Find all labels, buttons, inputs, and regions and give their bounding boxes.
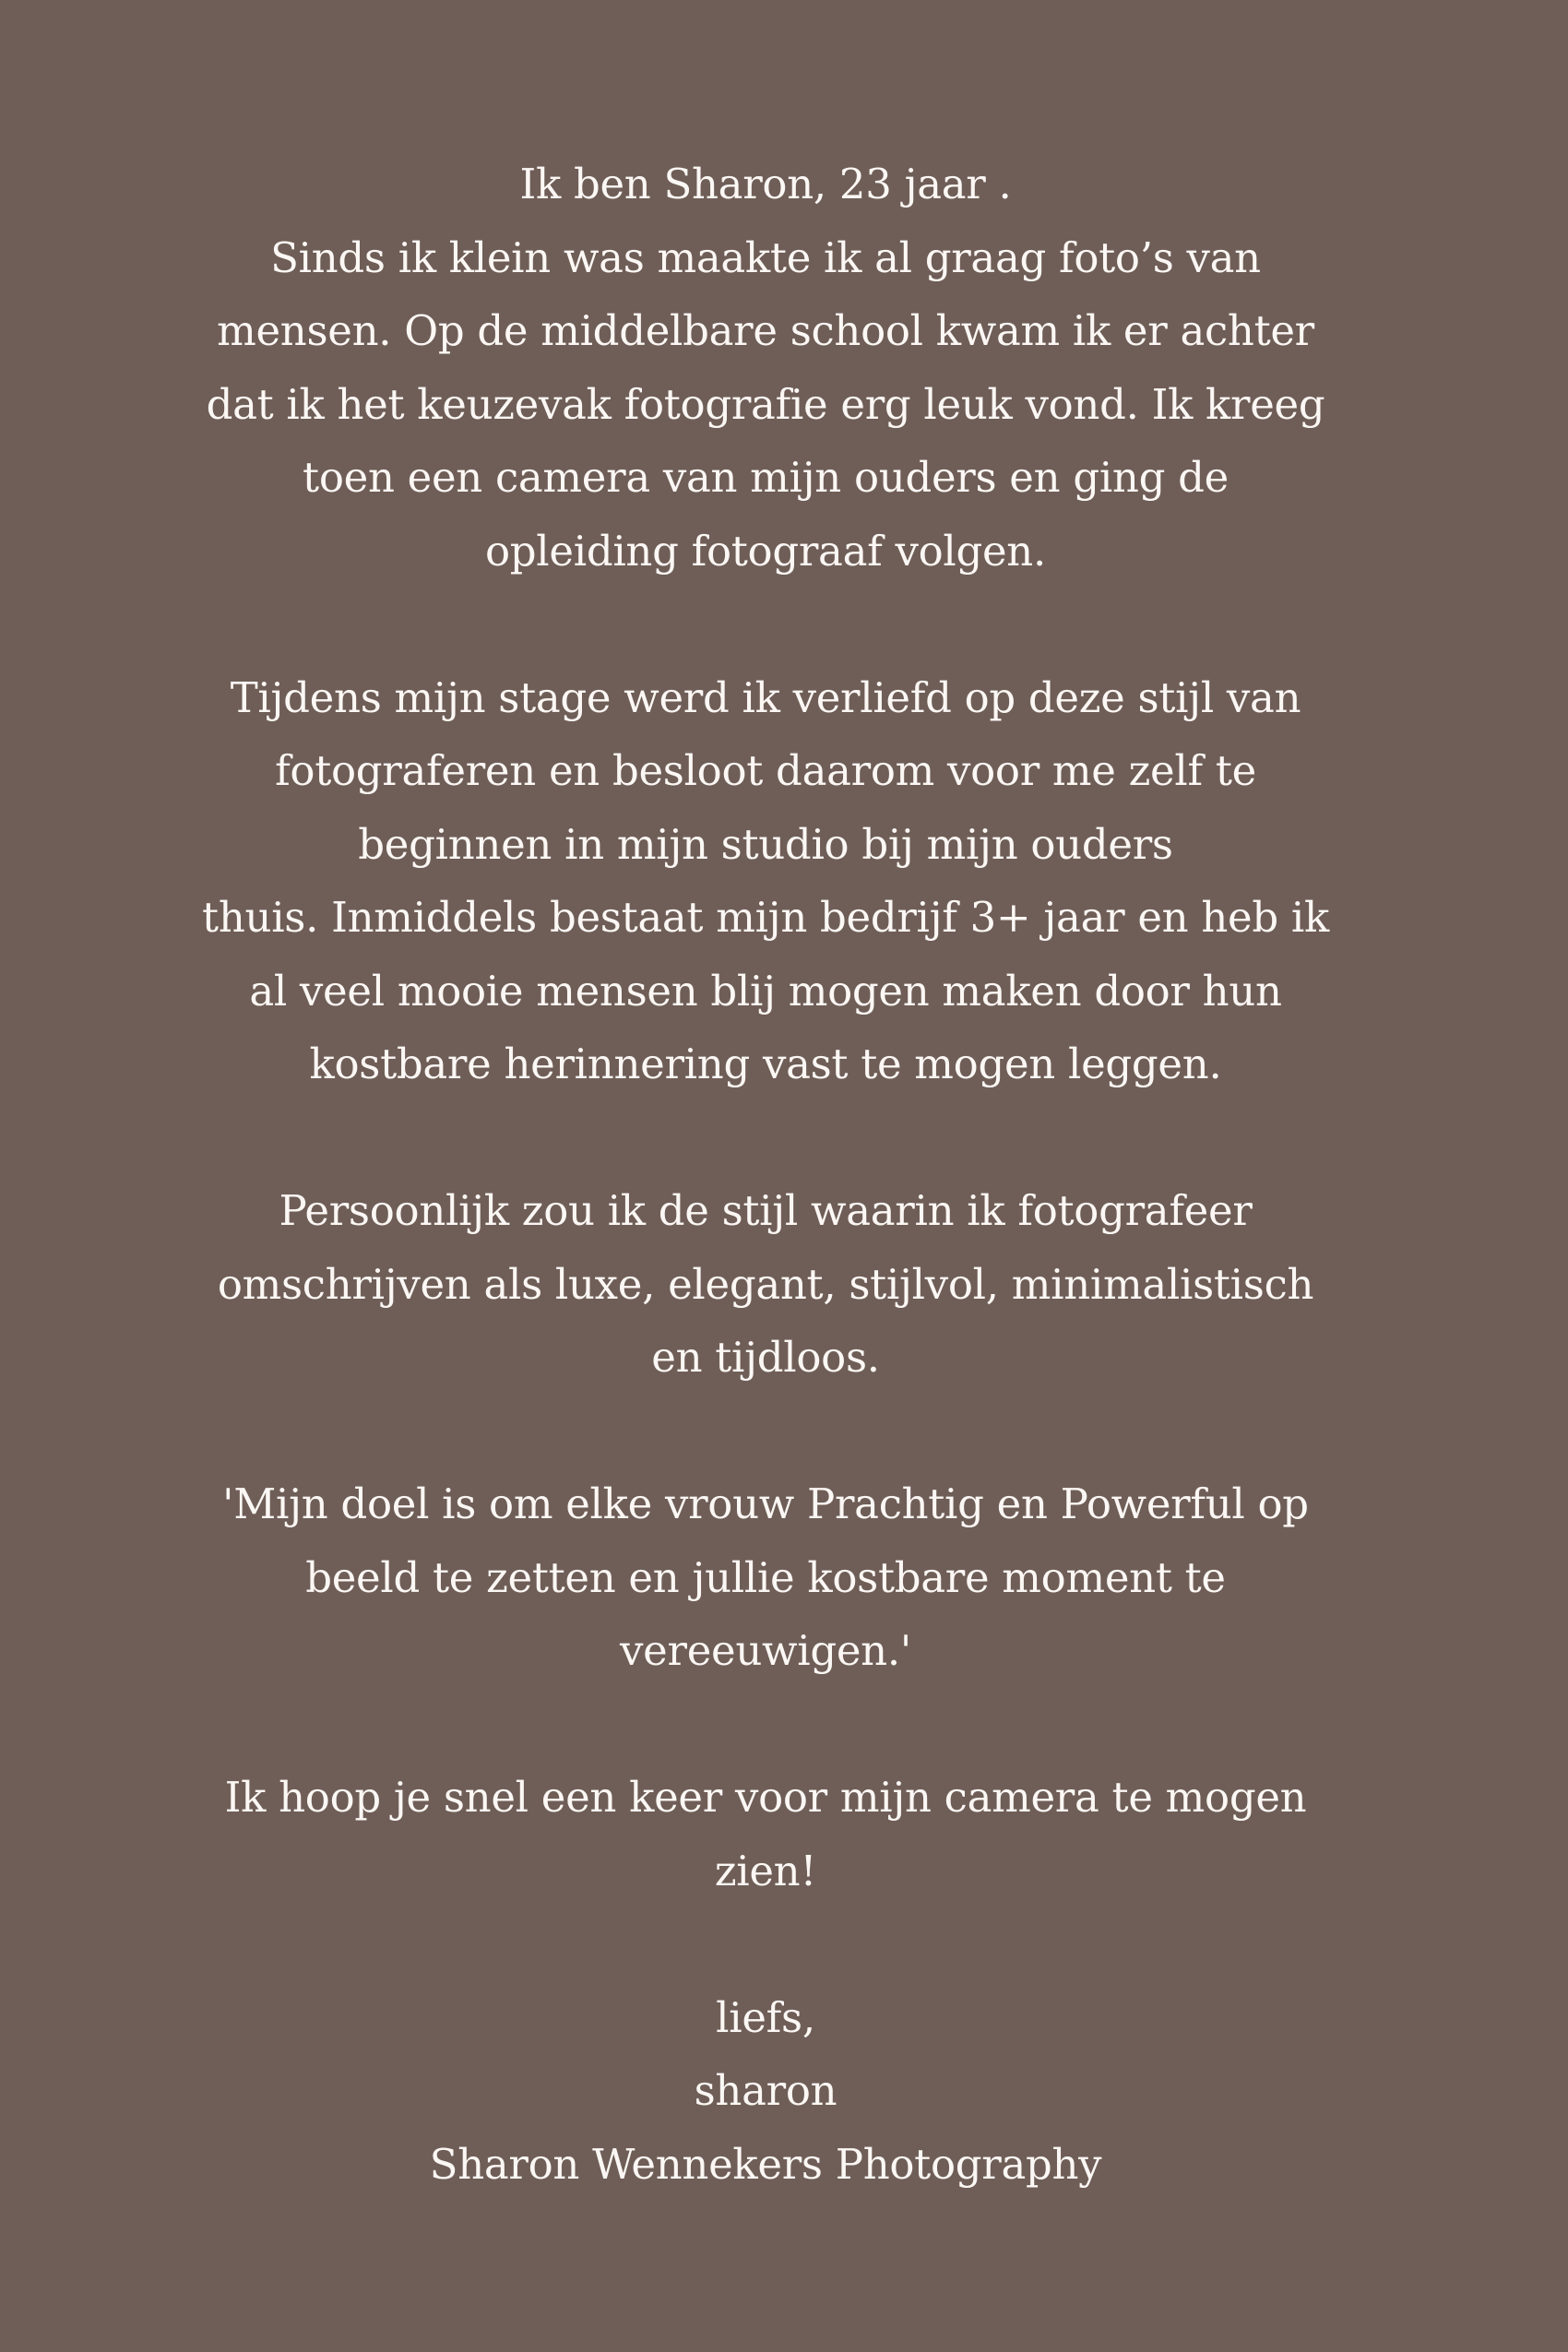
text-line: al veel mooie mensen blij mogen maken door hun bbox=[249, 966, 1282, 1016]
text-line: Ik ben Sharon, 23 jaar . bbox=[519, 160, 1012, 208]
text-line: dat ik het keuzevak fotografie erg leuk vond. Ik kreeg bbox=[206, 379, 1325, 429]
career-paragraph bbox=[166, 661, 1365, 1101]
text-line: Ik hoop je snel een keer voor mijn camera te mogen bbox=[224, 1773, 1307, 1822]
about-text bbox=[166, 148, 1365, 2201]
text-line: fotograferen en besloot daarom voor me zelf te bbox=[275, 746, 1256, 795]
text-line: Sinds ik klein was maakte ik al graag foto’s van bbox=[270, 232, 1261, 282]
text-line: kostbare herinnering vast te mogen leggen. bbox=[309, 1039, 1222, 1088]
text-line: thuis. Inmiddels bestaat mijn bedrijf 3+ jaar en heb ik bbox=[202, 893, 1329, 942]
style-paragraph bbox=[166, 1174, 1365, 1395]
closing-paragraph bbox=[166, 1761, 1365, 1907]
text-line: Tijdens mijn stage werd ik verliefd op deze stijl van bbox=[230, 672, 1301, 722]
text-line: beeld te zetten en jullie kostbare moment te bbox=[305, 1552, 1226, 1602]
text-line: mensen. Op de middelbare school kwam ik er achter bbox=[217, 306, 1314, 355]
signature-greeting: liefs, bbox=[716, 1992, 815, 2042]
signature-block bbox=[166, 1981, 1365, 2202]
text-line: 'Mijn doel is om elke vrouw Prachtig en Powerful op bbox=[222, 1479, 1309, 1528]
text-line: en tijdloos. bbox=[651, 1333, 880, 1382]
text-line: Persoonlijk zou ik de stijl waarin ik fotografeer bbox=[279, 1186, 1253, 1235]
signature-business-name: Sharon Wennekers Photography bbox=[429, 2139, 1102, 2189]
text-line: opleiding fotograaf volgen. bbox=[485, 526, 1046, 576]
text-line: omschrijven als luxe, elegant, stijlvol, minimalistisch bbox=[217, 1259, 1314, 1309]
text-line: beginnen in mijn studio bij mijn ouders bbox=[358, 819, 1173, 869]
text-line: vereeuwigen.' bbox=[620, 1626, 911, 1675]
signature-name: sharon bbox=[694, 2066, 837, 2115]
text-line: zien! bbox=[714, 1846, 817, 1895]
goal-quote-paragraph bbox=[166, 1467, 1365, 1688]
text-line: toen een camera van mijn ouders en ging de bbox=[303, 453, 1229, 502]
intro-paragraph bbox=[166, 148, 1365, 588]
